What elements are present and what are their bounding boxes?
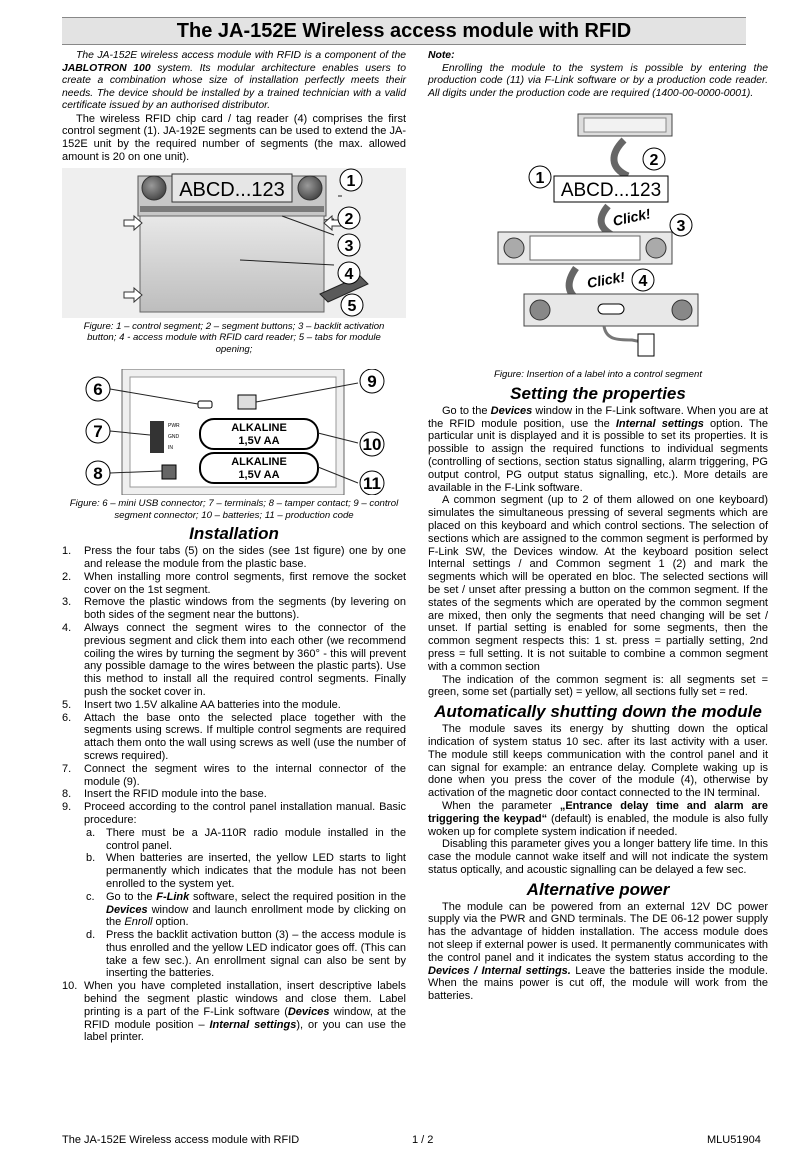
label-insertion-illustration [428, 104, 768, 366]
left-column [62, 50, 406, 1044]
callout-1: 1 [346, 172, 356, 190]
installation-heading: Installation [189, 524, 279, 544]
list-item: 4. Always connect the segment wires to the connector of the previous segment and click them into each other (we recommend coiling the wires by turning the segment by 360° - this will prevent any possible damage to the wires between the plastic parts). Use this method to install all the required control segments. Finally push the socket cover in. [62, 621, 406, 698]
battery-2-label: ALKALINE [231, 456, 287, 469]
callout-2: 2 [344, 210, 354, 228]
callout-3: 3 [676, 218, 686, 236]
auto-shutdown-heading: Automatically shutting down the module [434, 702, 762, 722]
auto-paragraph-2: When the parameter „Entrance delay time and alarm are triggering the keypad“ (default) is enabled, the module is also fully woken up for complete system indication if needed. [428, 799, 768, 838]
callout-11: 11 [363, 474, 381, 494]
right-column [428, 50, 768, 1003]
list-item: 1. Press the four tabs (5) on the sides (see 1st figure) one by one and release the module from the plastic base. [62, 545, 406, 570]
battery-1-spec: 1,5V AA [238, 435, 280, 448]
click-label-1: Click! [611, 205, 652, 230]
control-segment-illustration [62, 168, 406, 318]
list-item: 9. Proceed according to the control panel installation manual. Basic procedure: a. There must be a JA-110R radio module installed in the control panel. b. When batteries are inserted, the yellow LED starts to light permanently which indicates that the module has not been enrolled to the system yet. c. Go to the F-Link software, select the required position in the Devices window and launch enrollment mode by clicking on the Enroll option. d. Press the backlit activation button (3) – the access module is thus enrolled and the yellow LED indicator goes off. (This can take a few sec.). An enrollment signal can also be sent by inserting the batteries. [62, 801, 406, 980]
list-item: 7. Connect the segment wires to the internal connector of the module (9). [62, 762, 406, 788]
terminal-block [150, 421, 164, 453]
callout-1: 1 [535, 170, 545, 188]
intro-paragraph: The JA-152E wireless access module with RFID is a component of the JABLOTRON 100 system. Its modular architecture enables users to create a combination whose size of installation perfectly meets their needs. The device should be installed by a trained technician with a valid certificate issued by an authorised distributor. [62, 50, 406, 111]
list-item: c. Go to the F-Link software, select the required position in the Devices window and launch enrollment mode by clicking on the Enroll option. [86, 890, 406, 929]
terminal-in-label: IN [168, 445, 173, 452]
list-item: a. There must be a JA-110R radio module installed in the control panel. [86, 826, 406, 852]
module-internals-illustration [62, 369, 406, 495]
alternative-power-heading: Alternative power [526, 879, 670, 899]
figure-module-internals [62, 369, 406, 495]
callout-3: 3 [344, 237, 354, 255]
terminal-pwr-label: PWR [168, 423, 180, 430]
list-item: 10. When you have completed installation, insert descriptive labels behind the segment plastic windows and close them. Label printing is a part of the F-Link software (Devices window, at the RFID module position – Internal settings), or you can use the label printer. [62, 980, 406, 1044]
segment-connector [238, 395, 256, 409]
terminal-gnd-label: GND [168, 434, 180, 441]
segment-button-right [298, 176, 322, 200]
setting-paragraph-3: The indication of the common segment is: all segments set = green, some set (partially set) = yellow, all sections fully set = red. [428, 673, 768, 699]
alt-paragraph-1: The module can be powered from an external 12V DC power supply via the PWR and GND terminals. The DE 06-12 power supply has the advantage of hidden installation. The access module does not sleep if external power is used. It permanently communicates with the control panel and it indicates the system status according to the Devices / Internal settings. Leave the batteries inside the module. When the mains power is cut off, the module will work from the batteries. [428, 900, 768, 1003]
tamper-contact [162, 465, 176, 479]
setting-paragraph-2: A common segment (up to 2 of them allowed on one keyboard) simulates the simultaneous pressing of several segments which are placed on this keyboard and which control sections. The selection of sections which are assigned to the common segment is performed by F-Link SW, the Devices window. At the keyboard position select Internal settings / and Common segment 1 (2) and mark the segments which will be operated en bloc. The selected sections will be set / unset after pressing a button on the common segment. If the states of the segments which are operated by the common segment are mixed, then only the segments that need changing will be set / unset. If partial setting is enabled for some segments, then the common segment respects this: 1 st. press = partially setting, 2nd press = full setting. It is not suitable to combine a common segment with a common section [428, 494, 768, 673]
mini-usb-connector [198, 401, 212, 408]
auto-paragraph-3: Disabling this parameter gives you a longer battery life time. In this case the module cannot wake itself and will not indicate the system status optically, and acoustic signalling can be delayed a few sec. [428, 838, 768, 876]
list-item: 6. Attach the base onto the selected place together with the segments using screws. If multiple control segments are required attach them onto the wall using screws as well (use the number of screws required). [62, 711, 406, 762]
segment-label-text: ABCD...123 [179, 178, 285, 201]
list-item: 8. Insert the RFID module into the base. [62, 788, 267, 801]
list-item: 5. Insert two 1.5V alkaline AA batteries into the module. [62, 698, 341, 711]
callout-8: 8 [93, 464, 103, 484]
list-item: b. When batteries are inserted, the yellow LED starts to light permanently which indicates that the module has not been enrolled to the system yet. [86, 852, 406, 890]
battery-1-label: ALKALINE [231, 422, 287, 435]
footer-title: The JA-152E Wireless access module with RFID [62, 1134, 300, 1146]
footer-page-number: 1 / 2 [412, 1134, 434, 1146]
figure-1-caption: Figure: 1 – control segment; 2 – segment buttons; 3 – backlit activation button; 4 - access module with RFID card reader; 5 – tabs for module opening; [83, 320, 385, 355]
basic-procedure-substeps [84, 827, 406, 981]
callout-5: 5 [347, 297, 357, 315]
callout-4: 4 [344, 265, 354, 283]
auto-paragraph-1: The module saves its energy by shutting down the optical indication of system status 10 sec. after its last activity with a user. The module still keeps communication with the control panel and it can signal for example: an entrance delay. Complete waking up is done when you press the cover of the module (4), otherwise by activation of the magnetic door contact connected to the IN terminal. [428, 723, 768, 800]
figure-control-segment [62, 168, 406, 318]
battery-2-spec: 1,5V AA [238, 469, 280, 482]
footer-doc-code: MLU51904 [707, 1134, 761, 1146]
callout-6: 6 [93, 380, 103, 400]
setting-heading: Setting the properties [510, 383, 686, 403]
list-item: d. Press the backlit activation button (3) – the access module is thus enrolled and the yellow LED indicator goes off. (This can take a few sec.). An enrollment signal can also be sent by inserting the batteries. [86, 929, 406, 980]
callout-9: 9 [367, 372, 377, 392]
list-item: 3. Remove the plastic windows from the segments (by levering on both sides of the segment near the buttons). [62, 596, 406, 622]
callout-2: 2 [649, 152, 659, 170]
figure-2-caption: Figure: 6 – mini USB connector; 7 – terminals; 8 – tamper contact; 9 – control segment connector; 10 – batteries; 11 – production code [69, 498, 399, 521]
note-title: Note: [428, 50, 455, 61]
setting-paragraph-1: Go to the Devices window in the F-Link software. When you are at the RFID module position, use the Internal settings option. The particular unit is displayed and it is possible to set its properties. It is possible to assign the required functions to individual segments (controlling of sections, section status signalling, alarm triggering, PG output control, PG output status signalling, etc.). More details are available in the F-Link software. [428, 404, 768, 494]
figure-label-insertion [428, 104, 768, 366]
note-text: Enrolling the module to the system is possible by entering the production code (11) via F-Link software or by a production code reader. All digits under the production code are required (1400-00-0000-0001). [428, 62, 768, 99]
list-item: 2. When installing more control segments, first remove the socket cover on the 1st segment. [62, 570, 406, 596]
installation-steps [62, 545, 406, 1044]
segment-button-left [142, 176, 166, 200]
label-text: ABCD...123 [560, 180, 662, 202]
figure-3-caption: Figure: Insertion of a label into a control segment [494, 369, 702, 381]
segment-paragraph: The wireless RFID chip card / tag reader (4) comprises the first control segment (1). JA-192E segments can be used to extend the JA-152E unit by the required number of segments (the max. allowed amount is 20 on one unit). [62, 112, 406, 163]
click-label-2: Click! [585, 268, 627, 292]
callout-7: 7 [93, 422, 103, 442]
callout-4: 4 [638, 273, 648, 291]
callout-10: 10 [362, 435, 382, 455]
document-title: The JA-152E Wireless access module with RFID [62, 17, 746, 45]
